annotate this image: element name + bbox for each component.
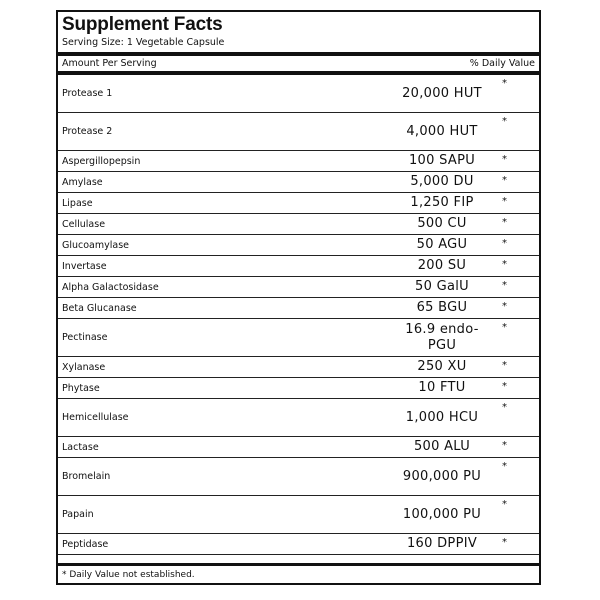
ingredient-amount: 100 SAPU [408,153,476,168]
ingredient-row [58,75,539,113]
ingredient-row [58,437,539,458]
ingredient-row [58,534,539,555]
footnote: * Daily Value not established. [58,563,539,583]
ingredient-amount: 16.9 endo-PGU [405,321,479,353]
ingredient-name: Xylanase [62,361,106,373]
ingredient-row [58,399,539,437]
ingredient-amount: 65 BGU [416,300,468,315]
ingredient-amount: 900,000 PU [402,468,482,484]
ingredient-row [58,235,539,256]
daily-value-label: % Daily Value [469,58,535,69]
ingredient-name: Lipase [62,197,93,209]
daily-value-marker: * [502,238,507,249]
ingredient-row [58,378,539,399]
ingredient-amount: 160 DPPIV [406,536,478,551]
column-header [58,56,539,75]
ingredient-row [58,357,539,378]
ingredient-row [58,458,539,496]
ingredient-name: Amylase [62,176,103,188]
ingredient-amount: 50 AGU [416,237,468,252]
ingredient-amount: 1,000 HCU [405,409,479,425]
ingredient-amount: 20,000 HUT [402,85,482,101]
ingredient-name: Protease 1 [62,88,113,99]
ingredient-list [58,75,539,563]
daily-value-marker: * [502,78,507,89]
ingredient-amount: 10 FTU [418,380,466,395]
ingredient-amount: 5,000 DU [410,174,474,189]
ingredient-row [58,319,539,357]
ingredient-name: Lactase [62,441,99,453]
serving-size: Serving Size: 1 Vegetable Capsule [62,37,225,48]
daily-value-marker: * [502,381,507,392]
ingredient-name: Peptidase [62,538,109,550]
daily-value-marker: * [502,402,507,413]
ingredient-name: Invertase [62,260,107,272]
ingredient-name: Aspergillopepsin [62,155,141,167]
amount-per-serving-label: Amount Per Serving [62,58,157,69]
ingredient-row [58,113,539,151]
daily-value-marker: * [502,322,507,333]
ingredient-amount: 4,000 HUT [406,123,478,139]
ingredient-name: Beta Glucanase [62,302,137,314]
ingredient-row [58,298,539,319]
daily-value-marker: * [502,301,507,312]
ingredient-name: Cellulase [62,218,106,230]
ingredient-name: Papain [62,509,94,520]
daily-value-marker: * [502,259,507,270]
ingredient-name: Glucoamylase [62,239,130,251]
ingredient-row [58,193,539,214]
ingredient-row [58,277,539,298]
panel-header [58,12,539,56]
ingredient-name: Protease 2 [62,126,113,137]
ingredient-row [58,172,539,193]
ingredient-row [58,214,539,235]
daily-value-marker: * [502,360,507,371]
ingredient-amount: 500 CU [417,216,467,231]
ingredient-amount: 100,000 PU [402,506,482,522]
ingredient-name: Phytase [62,382,100,394]
daily-value-marker: * [502,154,507,165]
daily-value-marker: * [502,116,507,127]
panel-title: Supplement Facts [62,14,223,35]
ingredient-row [58,151,539,172]
supplement-facts-panel [56,10,541,585]
daily-value-marker: * [502,537,507,548]
ingredient-name: Alpha Galactosidase [62,281,159,293]
ingredient-name: Pectinase [62,332,108,343]
daily-value-marker: * [502,196,507,207]
ingredient-amount: 200 SU [417,258,467,273]
daily-value-marker: * [502,175,507,186]
ingredient-amount: 1,250 FIP [410,195,474,210]
ingredient-name: Hemicellulase [62,412,129,423]
ingredient-amount: 50 GalU [415,279,469,294]
daily-value-marker: * [502,440,507,451]
daily-value-marker: * [502,499,507,510]
ingredient-name: Bromelain [62,471,111,482]
ingredient-row [58,496,539,534]
daily-value-marker: * [502,280,507,291]
ingredient-amount: 250 XU [417,359,467,374]
daily-value-marker: * [502,217,507,228]
ingredient-amount: 500 ALU [413,439,471,454]
daily-value-marker: * [502,461,507,472]
ingredient-row [58,256,539,277]
